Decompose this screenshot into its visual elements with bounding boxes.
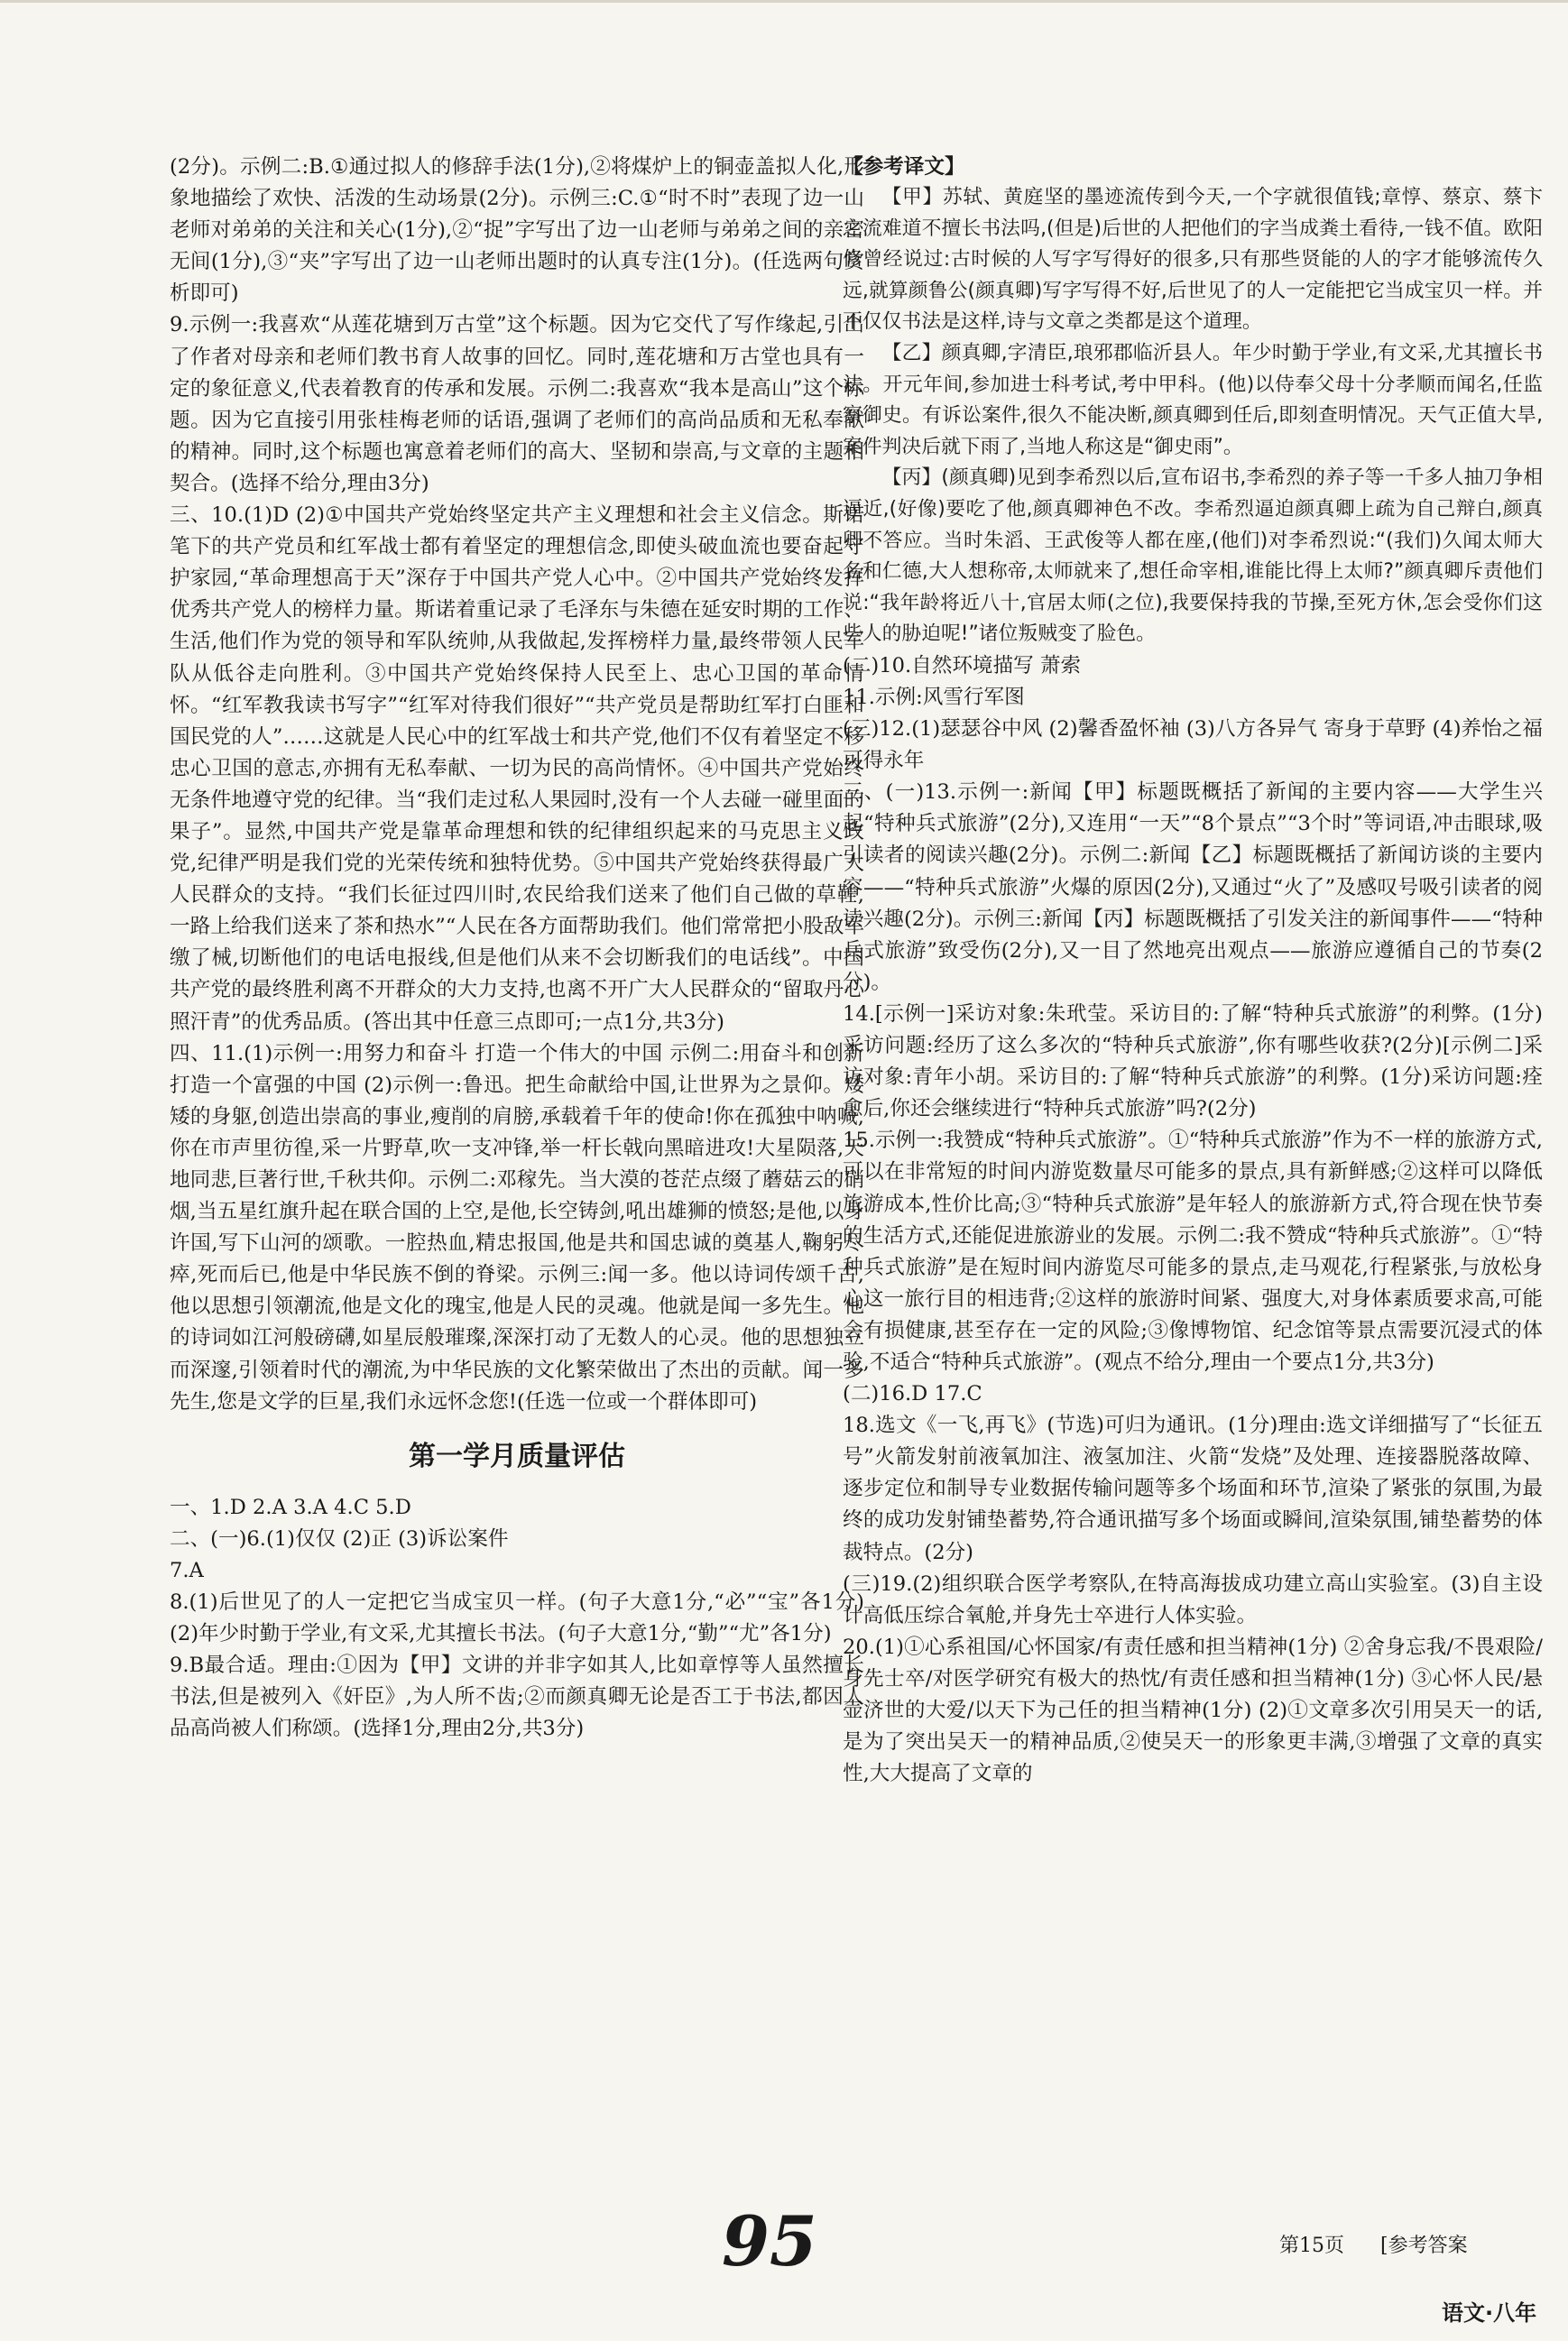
footer-page-label: 第15页 bbox=[1279, 2235, 1344, 2257]
footer-answer-tag: [参考答案 bbox=[1380, 2235, 1468, 2257]
answer-paragraph: 三、10.(1)D (2)①中国共产党始终坚定共产主义理想和社会主义信念。斯诺笔下的共产党员和红军战士都有着坚定的理想信念,即使头破血流也要奋起守护家园,“革命理想高于天”深存于中国共产党人心中。②中国共产党始终发挥优秀共产党人的榜样力量。斯诺着重记录了毛泽东与朱德在延安时期的工作、生活,他们作为党的领导和军队统帅,从我做起,发挥榜样力量,最终带领人民军队从低谷走向胜利。③中国共产党始终保持人民至上、忠心卫国的革命情怀。“红军教我读书写字”“红军对待我们很好”“共产党员是帮助红军打白匪和国民党的人”……这就是人民心中的红军战士和共产党,他们不仅有着坚定不移忠心卫国的意志,亦拥有无私奉献、一切为民的高尚情怀。④中国共产党始终无条件地遵守党的纪律。当“我们走过私人果园时,没有一个人去碰一碰里面的果子”。显然,中国共产党是靠革命理想和铁的纪律组织起来的马克思主义政党,纪律严明是我们党的光荣传统和独特优势。⑤中国共产党始终获得最广大人民群众的支持。“我们长征过四川时,农民给我们送来了他们自己做的草鞋,一路上给我们送来了茶和热水”“人民在各方面帮助我们。他们常常把小股敌军缴了械,切断他们的电话电报线,但是他们从来不会切断我们的电话线”。中国共产党的最终胜利离不开群众的大力支持,也离不开广大人民群众的“留取丹心照汗青”的优秀品质。(答出其中任意三点即可;一点1分,共3分) bbox=[170, 503, 864, 1034]
translation-paragraph: 【乙】颜真卿,字清臣,琅邪郡临沂县人。年少时勤于学业,有文采,尤其擅长书法。开元年间,参加进士科考试,考中甲科。(他)以侍奉父母十分孝顺而闻名,任监察御史。有诉讼案件,很久不能决断,颜真卿到任后,即刻查明情况。天气正值大旱,案件判决后就下雨了,当地人称这是“御史雨”。 bbox=[843, 341, 1543, 458]
answer-paragraph: 9.B最合适。理由:①因为【甲】文讲的并非字如其人,比如章惇等人虽然擅长书法,但是被列入《奸臣》,为人所不齿;②而颜真卿无论是否工于书法,都因人品高尚被人们称颂。(选择1分,理由2分,共3分) bbox=[170, 1654, 864, 1741]
answer-paragraph: (三)19.(2)组织联合医学考察队,在特高海拔成功建立高山实验室。(3)自主设计高低压综合氧舱,并身先士卒进行人体实验。 bbox=[843, 1571, 1543, 1627]
footer-subject: 语文·八年 bbox=[1442, 2300, 1537, 2326]
answer-paragraph: 18.选文《一飞,再飞》(节选)可归为通讯。(1分)理由:选文详细描写了“长征五号”火箭发射前液氧加注、液氢加注、火箭“发烧”及处理、连接器脱落故障、逐步定位和制导专业数据传输问题等多个场面和环节,渲染了紧张的氛围,为最终的成功发射铺垫蓄势,符合通讯描写多个场面或瞬间,渲染氛围,铺垫蓄势的体裁特点。(2分) bbox=[843, 1414, 1543, 1564]
answer-line: 二、(一)6.(1)仅仅 (2)正 (3)诉讼案件 bbox=[170, 1526, 509, 1551]
translation-header: 【参考译文】 bbox=[843, 155, 965, 179]
answer-paragraph: (2分)。示例二:B.①通过拟人的修辞手法(1分),②将煤炉上的铜壶盖拟人化,形象地描绘了欢快、活泼的生动场景(2分)。示例三:C.①“时不时”表现了边一山老师对弟弟的关注和关心(1分),②“捉”字写出了边一山老师与弟弟之间的亲密无间(1分),③“夹”字写出了边一山老师出题时的认真专注(1分)。(任选两句赏析即可) bbox=[170, 155, 864, 306]
answer-paragraph: 9.示例一:我喜欢“从莲花塘到万古堂”这个标题。因为它交代了写作缘起,引出了作者对母亲和老师们教书育人故事的回忆。同时,莲花塘和万古堂也具有一定的象征意义,代表着教育的传承和发展。示例二:我喜欢“我本是高山”这个标题。因为它直接引用张桂梅老师的话语,强调了老师们的高尚品质和无私奉献的精神。同时,这个标题也寓意着老师们的高大、坚韧和崇高,与文章的主题相契合。(选择不给分,理由3分) bbox=[170, 313, 864, 495]
answer-paragraph: 14.[示例一]采访对象:朱玳莹。采访目的:了解“特种兵式旅游”的利弊。(1分)采访问题:经历了这么多次的“特种兵式旅游”,你有哪些收获?(2分)[示例二]采访对象:青年小胡。采访目的:了解“特种兵式旅游”的利弊。(1分)采访问题:痊愈后,你还会继续进行“特种兵式旅游”吗?(2分) bbox=[843, 1001, 1543, 1121]
answer-line: 7.A bbox=[170, 1558, 204, 1582]
answer-paragraph: 三、(一)13.示例一:新闻【甲】标题既概括了新闻的主要内容——大学生兴起“特种兵式旅游”(2分),又连用“一天”“8个景点”“3个时”等词语,冲击眼球,吸引读者的阅读兴趣(2分)。示例二:新闻【乙】标题既概括了新闻访谈的主要内容——“特种兵式旅游”火爆的原因(2分),又通过“火了”及感叹号吸引读者的阅读兴趣(2分)。示例三:新闻【丙】标题既概括了引发关注的新闻事件——“特种兵式旅游”致受伤(2分),又一目了然地亮出观点——旅游应遵循自己的节奏(2分)。 bbox=[843, 780, 1543, 994]
answer-paragraph: 20.(1)①心系祖国/心怀国家/有责任感和担当精神(1分) ②舍身忘我/不畏艰险/身先士卒/对医学研究有极大的热忱/有责任感和担当精神(1分) ③心怀人民/悬壶济世的大爱/以天下为己任的担当精神(1分) (2)①文章多次引用吴天一的话,是为了突出吴天一的精神品质,②使吴天一的形象更丰满,③增强了文章的真实性,大大提高了文章的 bbox=[843, 1635, 1543, 1786]
answer-line: 11.示例:风雪行军图 bbox=[843, 686, 1025, 709]
left-column bbox=[170, 152, 864, 1746]
answer-line: (二)10.自然环境描写 萧索 bbox=[843, 653, 1082, 677]
answer-line: 一、1.D 2.A 3.A 4.C 5.D bbox=[170, 1495, 411, 1519]
section-title: 第一学月质量评估 bbox=[409, 1440, 625, 1472]
page-number: 95 bbox=[722, 2201, 817, 2281]
answer-paragraph: 8.(1)后世见了的人一定把它当成宝贝一样。(句子大意1分,“必”“宝”各1分)(2)年少时勤于学业,有文采,尤其擅长书法。(句子大意1分,“勤”“尤”各1分) bbox=[170, 1590, 864, 1646]
answer-line: (二)16.D 17.C bbox=[843, 1382, 982, 1406]
translation-paragraph: 【丙】(颜真卿)见到李希烈以后,宣布诏书,李希烈的养子等一千多人抽刀争相逼近,(好像)要吃了他,颜真卿神色不改。李希烈逼迫颜真卿上疏为自己辩白,颜真卿不答应。当时朱滔、王武俊等人都在座,(他们)对李希烈说:“(我们)久闻太师大名和仁德,大人想称帝,太师就来了,想任命宰相,谁能比得上太师?”颜真卿斥责他们说:“我年龄将近八十,官居太师(之位),我要保持我的节操,至死方休,怎会受你们这些人的胁迫呢!”诸位叛贼变了脸色。 bbox=[843, 466, 1543, 646]
answer-paragraph: (三)12.(1)瑟瑟谷中风 (2)馨香盈怀袖 (3)八方各异气 寄身于草野 (4)养怡之福 可得永年 bbox=[843, 717, 1543, 773]
answer-paragraph: 四、11.(1)示例一:用努力和奋斗 打造一个伟大的中国 示例二:用奋斗和创新 打造一个富强的中国 (2)示例一:鲁迅。把生命献给中国,让世界为之景仰。矮矮的身躯,创造出崇高的事业,瘦削的肩膀,承载着千年的使命!你在孤独中呐喊,你在市声里彷徨,采一片野草,吹一支冲锋,举一杆长戟向黑暗进攻!大星陨落,天地同悲,巨著行世,千秋共仰。示例二:邓稼先。当大漠的苍茫点缀了蘑菇云的硝烟,当五星红旗升起在联合国的上空,是他,长空铸剑,吼出雄狮的愤怒;是他,以身许国,写下山河的颂歌。一腔热血,精忠报国,他是共和国忠诚的奠基人,鞠躬尽瘁,死而后已,他是中华民族不倒的脊梁。示例三:闻一多。他以诗词传颂千古,他以思想引领潮流,他是文化的瑰宝,他是人民的灵魂。他就是闻一多先生。他的诗词如江河般磅礴,如星辰般璀璨,深深打动了无数人的心灵。他的思想独立而深邃,引领着时代的潮流,为中华民族的文化繁荣做出了杰出的贡献。闻一多先生,您是文学的巨星,我们永远怀念您!(任选一位或一个群体即可) bbox=[170, 1041, 864, 1414]
answer-paragraph: 15.示例一:我赞成“特种兵式旅游”。①“特种兵式旅游”作为不一样的旅游方式,可以在非常短的时间内游览数量尽可能多的景点,具有新鲜感;②这样可以降低旅游成本,性价比高;③“特种兵式旅游”是年轻人的旅游新方式,符合现在快节奏的生活方式,还能促进旅游业的发展。示例二:我不赞成“特种兵式旅游”。①“特种兵式旅游”是在短时间内游览尽可能多的景点,走马观花,行程紧张,与放松身心这一旅行目的相违背;②这样的旅游时间紧、强度大,对身体素质要求高,可能会有损健康,甚至存在一定的风险;③像博物馆、纪念馆等景点需要沉浸式的体验,不适合“特种兵式旅游”。(观点不给分,理由一个要点1分,共3分) bbox=[843, 1129, 1543, 1374]
right-column bbox=[843, 152, 1543, 1790]
scan-top-edge bbox=[0, 0, 1568, 3]
translation-paragraph: 【甲】苏轼、黄庭坚的墨迹流传到今天,一个字就很值钱;章惇、蔡京、蔡卞之流难道不擅长书法吗,(但是)后世的人把他们的字当成粪土看待,一钱不值。欧阳修曾经说过:古时候的人写字写得好的很多,只有那些贤能的人的字才能够流传久远,就算颜鲁公(颜真卿)写字写得不好,后世见了的人一定能把它当成宝贝一样。并不仅仅书法是这样,诗与文章之类都是这个道理。 bbox=[843, 186, 1543, 334]
